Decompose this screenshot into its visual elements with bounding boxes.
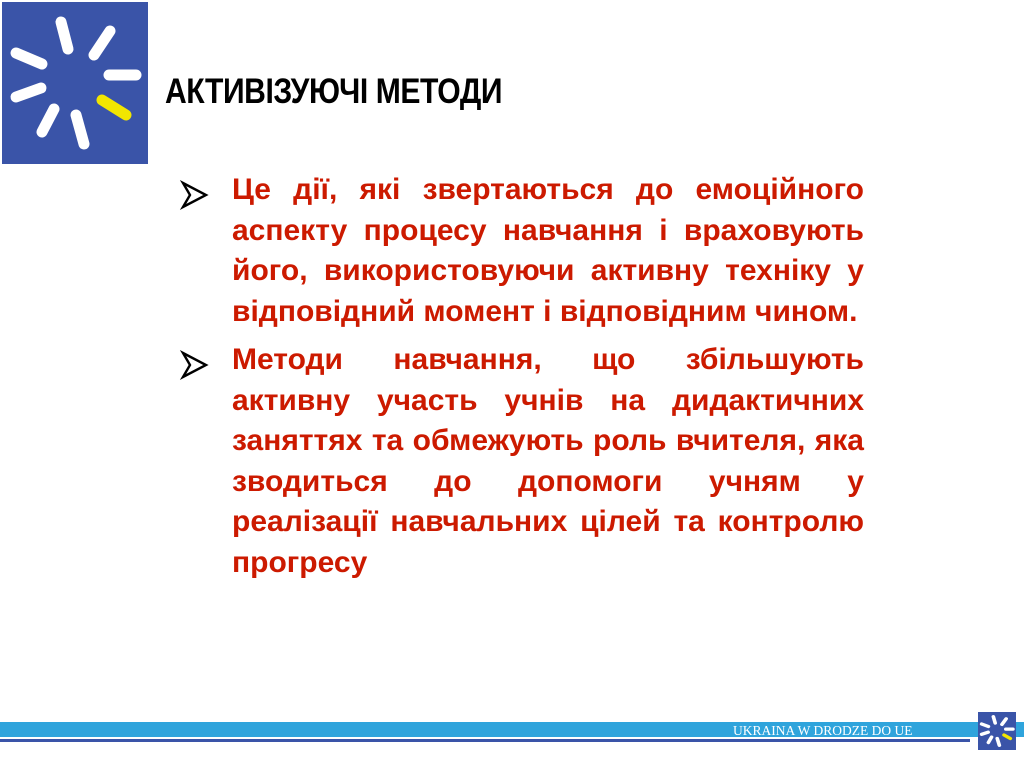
footer-divider: [0, 739, 970, 742]
arrow-bullet-icon: [178, 349, 210, 381]
footer-text: UKRAINA W DRODZE DO UE: [733, 723, 913, 738]
arrow-bullet-icon: [178, 179, 210, 211]
bullet-item: [178, 170, 864, 332]
bullet-list: [178, 170, 864, 591]
bullet-text: Методи навчання, що збільшують активну участь учнів на дидактичних заняттях та обмежують роль вчителя, яка зводиться до допомоги учням у реалізації навчальних цілей та контролю прогресу: [232, 343, 864, 579]
slide-title: АКТИВІЗУЮЧІ МЕТОДИ: [165, 72, 503, 111]
bullet-text: Це дії, які звертаються до емоційного аспекту процесу навчання і враховують його, використовуючи активну техніку у відповідний момент і відповідним чином.: [232, 173, 864, 328]
bullet-item: [178, 340, 864, 583]
sun-burst-logo-icon: [978, 712, 1016, 750]
sun-burst-logo-icon: [2, 2, 148, 164]
